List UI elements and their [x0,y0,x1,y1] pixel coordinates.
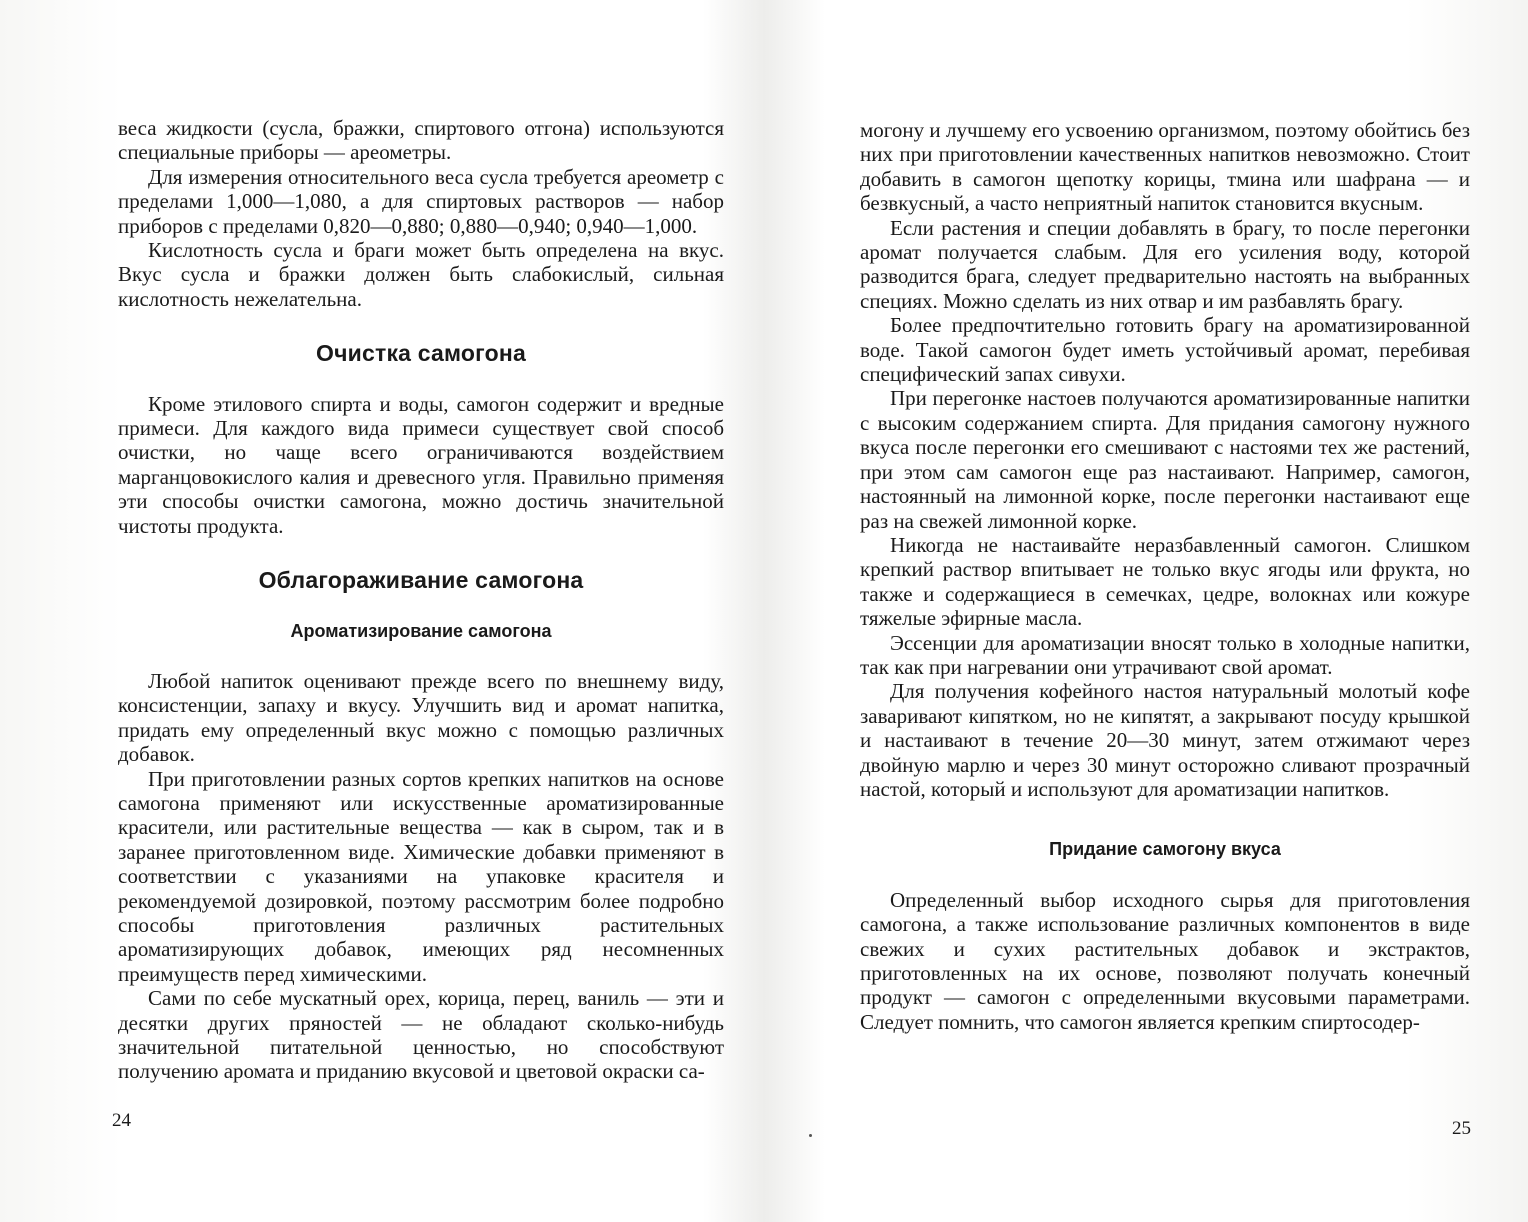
paragraph: При приготовлении разных сортов крепких напитков на основе самогона применяют или искусственные ароматизированные красители, или растительные вещества — как в сыром, так и в заранее приготовленном виде. Химические добавки применяют в соответствии с указаниями на упаковке красителя и рекомендуемой дозировкой, поэтому рассмотрим более подробно способы приготовления различных растительных ароматизирующих добавок, имеющих ряд несомненных преимуществ перед химическими. [118,766,724,986]
paragraph: Любой напиток оценивают прежде всего по внешнему виду, консистенции, запаху и вкусу. Улучшить вид и аромат напитка, придать ему определенный вкус можно с помощью различных добавок. [118,668,724,767]
paragraph: Для измерения относительного веса сусла требуется ареометр с пределами 1,000—1,080, а для спиртовых растворов — набор приборов с пределами 0,820—0,880; 0,880—0,940; 0,940—1,000. [118,164,724,238]
page-number-left: 24 [112,1110,131,1131]
paragraph: Сами по себе мускатный орех, корица, перец, ваниль — эти и десятки других пряностей — не обладают сколько-нибудь значительной питательной ценностью, но способствуют получению аромата и приданию вкусовой и цветовой окраски са- [118,986,724,1084]
right-text-column [860,118,1470,1034]
section-heading-ennobling: Облагораживание самогона [258,567,584,594]
print-speck [809,1134,812,1137]
paragraph: Кислотность сусла и браги может быть определена на вкус. Вкус сусла и бражки должен быть слабокислый, сильная кислотность нежелательна. [118,238,724,311]
subsection-heading-aroma: Ароматизирование самогона [290,620,552,641]
paragraph: Кроме этилового спирта и воды, самогон содержит и вредные примеси. Для каждого вида примеси существует свой способ очистки, но чаще всего ограничиваются воздействием марганцовокислого калия и древесного угля. Правильно применяя эти способы очистки самогона, можно достичь значительной чистоты продукта. [118,391,724,538]
right-page [764,0,1528,1222]
paragraph: Для получения кофейного настоя натуральный молотый кофе заваривают кипятком, но не кипятят, а закрывают посуду крышкой и настаивают в течение 20—30 минут, затем отжимают через двойную марлю и через 30 минут осторожно сливают прозрачный настой, который и используют для ароматизации напитков. [860,679,1470,801]
paragraph: Более предпочтительно готовить брагу на ароматизированной воде. Такой самогон будет иметь устойчивый аромат, перебивая специфический запах сивухи. [860,313,1470,387]
paragraph: Никогда не настаивайте неразбавленный самогон. Слишком крепкий раствор впитывает не только вкус ягоды или фрукта, но также и содержащиеся в семечках, цедре, волокнах или кожуре тяжелые эфирные масла. [860,532,1470,631]
section-heading-cleaning: Очистка самогона [316,340,526,367]
paragraph: При перегонке настоев получаются ароматизированные напитки с высоким содержанием спирта. Для придания самогону нужного вкуса после перегонки его смешивают с настоями тех же растений, при этом сам самогон еще раз настаивают. Например, самогон, настоянный на лимонной корке, после перегонки настаивают еще раз на свежей лимонной корке. [860,386,1470,533]
paragraph: Определенный выбор исходного сырья для приготовления самогона, а также использование различных компонентов в виде свежих и сухих растительных добавок и экстрактов, приготовленных на их основе, позволяют получать конечный продукт — самогон с определенными вкусовыми параметрами. Следует помнить, что самогон является крепким спиртосодер- [860,887,1470,1034]
paragraph: веса жидкости (сусла, бражки, спиртового отгона) используются специальные приборы — ареометры. [118,116,724,165]
paragraph: могону и лучшему его усвоению организмом, поэтому обойтись без них при приготовлении качественных напитков невозможно. Стоит добавить в самогон щепотку корицы, тмина или шафрана — и безвкусный, а часто неприятный напиток становится вкусным. [860,118,1470,216]
left-text-column [118,116,724,1084]
paragraph: Эссенции для ароматизации вносят только в холодные напитки, так как при нагревании они утрачивают свой аромат. [860,630,1470,679]
page-number-right: 25 [1452,1118,1471,1139]
subsection-heading-taste: Придание самогону вкуса [1049,839,1281,860]
paragraph: Если растения и специи добавлять в брагу, то после перегонки аромат получается слабым. Для его усиления воду, которой разводится брага, следует предварительно настоять на выбранных специях. Можно сделать из них отвар и им разбавлять брагу. [860,215,1470,313]
